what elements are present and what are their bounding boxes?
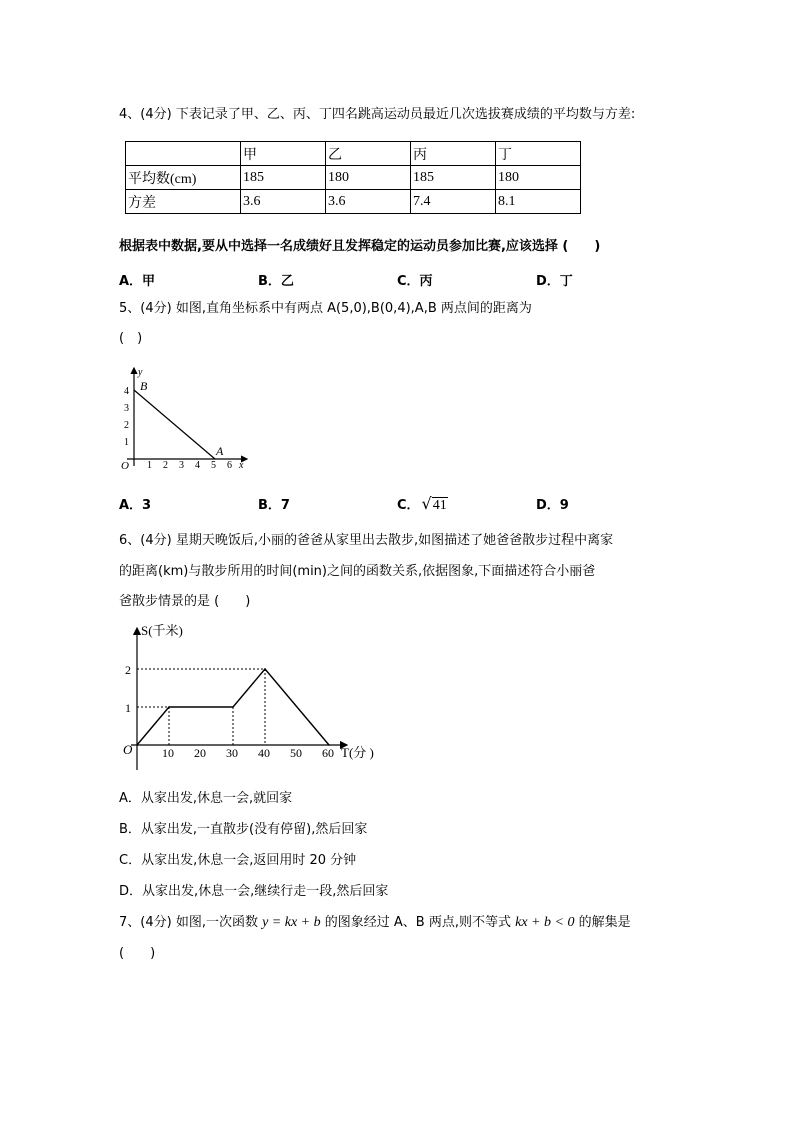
x-tick-label: 1 xyxy=(147,460,152,471)
origin-label: O xyxy=(123,742,133,757)
x-tick-label: 20 xyxy=(194,746,206,760)
x-tick-label: 3 xyxy=(179,460,184,471)
x-tick-label: 2 xyxy=(163,460,168,471)
q4-option-d: D．丁 xyxy=(536,274,573,289)
origin-label: O xyxy=(121,460,129,472)
q6-option-a: A．从家出发,休息一会,就回家 xyxy=(119,791,293,806)
sqrt-radicand: 41 xyxy=(432,498,447,513)
table-cell xyxy=(126,142,241,166)
q5-option-a: A．3 xyxy=(119,498,152,513)
table-cell: 丁 xyxy=(496,142,581,166)
table-cell: 乙 xyxy=(326,142,411,166)
y-tick-label: 1 xyxy=(125,701,131,715)
table-cell: 方差 xyxy=(126,190,241,214)
q4-option-a: A．甲 xyxy=(119,274,156,289)
q5-option-c xyxy=(397,494,448,514)
q4-option-b: B．乙 xyxy=(258,274,294,289)
q6-line-2: 的距离(km)与散步所用的时间(min)之间的函数关系,依据图象,下面描述符合小丽爸 xyxy=(119,564,596,579)
q7-inequality: kx + b < 0 xyxy=(515,915,575,930)
table-cell: 3.6 xyxy=(326,190,411,214)
q6-line-1: 6、(4分) 星期天晚饭后,小丽的爸爸从家里出去散步,如图描述了她爸爸散步过程中离家 xyxy=(119,533,614,548)
table-cell: 185 xyxy=(241,166,326,190)
q7-suffix: 的解集是 xyxy=(574,915,631,930)
table-cell: 185 xyxy=(411,166,496,190)
q6-option-d: D．从家出发,休息一会,继续行走一段,然后回家 xyxy=(119,884,389,899)
x-tick-label: 50 xyxy=(290,746,302,760)
table-cell: 8.1 xyxy=(496,190,581,214)
sqrt-icon: √ xyxy=(421,494,432,513)
q4-option-c: C．丙 xyxy=(397,274,433,289)
q5-title: 5、(4分) 如图,直角坐标系中有两点 A(5,0),B(0,4),A,B 两点间的距离为 xyxy=(119,301,532,316)
table-cell: 丙 xyxy=(411,142,496,166)
point-b-label: B xyxy=(140,379,148,393)
table-cell: 3.6 xyxy=(241,190,326,214)
y-tick-label: 4 xyxy=(124,386,129,397)
q6-line-3: 爸散步情景的是 ( ) xyxy=(119,594,251,609)
q5-option-b: B．7 xyxy=(258,498,290,513)
q7-paren: ( ) xyxy=(119,946,156,961)
q4-title: 4、(4分) 下表记录了甲、乙、丙、丁四名跳高运动员最近几次选拔赛成绩的平均数与方差: xyxy=(119,107,636,122)
y-axis-label: S(千米) xyxy=(141,623,183,638)
q6-distance-time-chart xyxy=(115,620,383,775)
x-tick-label: 40 xyxy=(258,746,270,760)
x-tick-label: 5 xyxy=(211,460,216,471)
q7-prefix: 7、(4分) 如图,一次函数 xyxy=(119,915,263,930)
table-row xyxy=(126,166,581,190)
table-cell: 180 xyxy=(326,166,411,190)
stats-table xyxy=(125,141,581,214)
y-axis-label: y xyxy=(138,367,143,378)
y-tick-label: 2 xyxy=(125,663,131,677)
q6-option-c: C．从家出发,休息一会,返回用时 20 分钟 xyxy=(119,853,357,868)
option-c-label: C． xyxy=(397,498,420,513)
x-tick-label: 4 xyxy=(195,460,200,471)
q6-option-b: B．从家出发,一直散步(没有停留),然后回家 xyxy=(119,822,368,837)
q7-function: y = kx + b xyxy=(262,915,321,930)
q7-mid: 的图象经过 A、B 两点,则不等式 xyxy=(320,915,516,930)
x-tick-label: 60 xyxy=(322,746,334,760)
q5-paren: ( ) xyxy=(119,331,143,346)
q5-coordinate-graph xyxy=(115,362,255,474)
y-tick-label: 3 xyxy=(124,403,129,414)
table-cell: 甲 xyxy=(241,142,326,166)
y-tick-label: 1 xyxy=(124,437,129,448)
x-tick-label: 6 xyxy=(227,460,232,471)
x-tick-label: 30 xyxy=(226,746,238,760)
y-tick-label: 2 xyxy=(124,420,129,431)
table-row xyxy=(126,190,581,214)
q4-question: 根据表中数据,要从中选择一名成绩好且发挥稳定的运动员参加比赛,应该选择 ( ) xyxy=(119,239,601,254)
x-tick-label: 10 xyxy=(162,746,174,760)
table-cell: 7.4 xyxy=(411,190,496,214)
q7-question xyxy=(119,914,631,932)
x-axis-label: x xyxy=(239,460,244,471)
q5-option-d: D．9 xyxy=(536,498,569,513)
table-cell: 平均数(cm) xyxy=(126,166,241,190)
point-a-label: A xyxy=(216,444,224,458)
x-axis-label: T(分 ) xyxy=(341,745,374,760)
segment-ab xyxy=(134,390,215,459)
table-cell: 180 xyxy=(496,166,581,190)
table-header-row xyxy=(126,142,581,166)
